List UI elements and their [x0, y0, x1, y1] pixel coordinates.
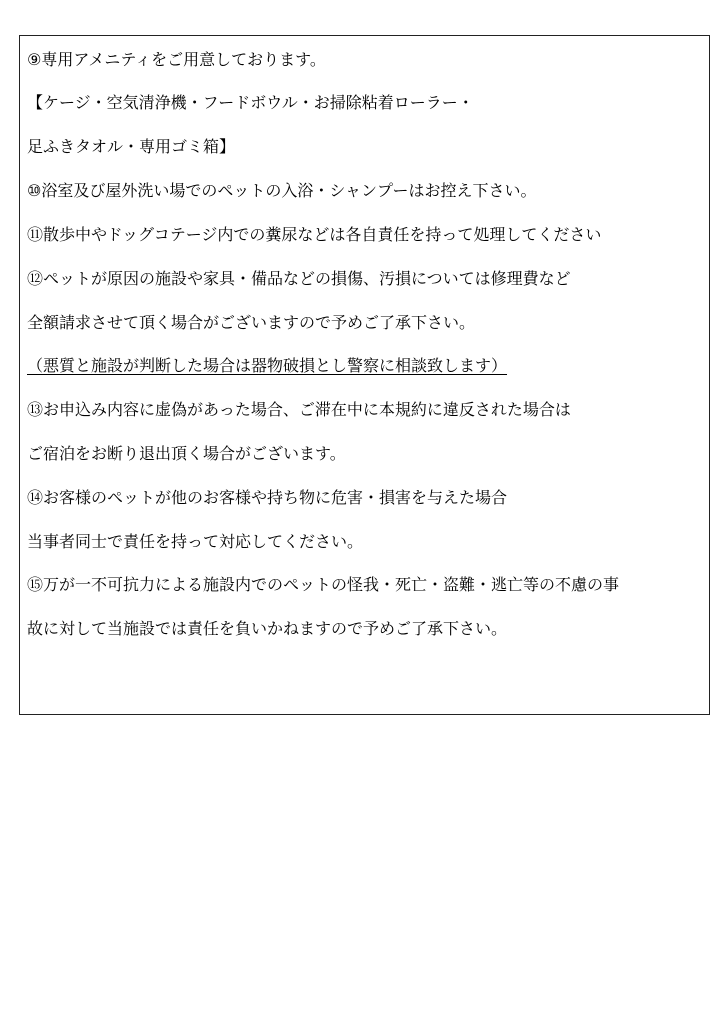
rule-9-amenities: ⑨専用アメニティをご用意しております。 — [27, 50, 326, 69]
amenity-list-line-1: 【ケージ・空気清浄機・フードボウル・お掃除粘着ローラー・ — [27, 93, 474, 112]
rule-12-damage-cont: 全額請求させて頂く場合がございますので予めご了承下さい。 — [27, 313, 476, 332]
rule-14-harm: ⑭お客様のペットが他のお客様や持ち物に危害・損害を与えた場合 — [27, 488, 508, 507]
rule-15-accident-cont: 故に対して当施設では責任を負いかねますので予めご了承下さい。 — [27, 619, 508, 638]
rule-14-harm-cont: 当事者同士で責任を持って対応してください。 — [27, 532, 364, 551]
rules-box — [19, 35, 710, 715]
rule-12-damage: ⑫ペットが原因の施設や家具・備品などの損傷、汚損については修理費など — [27, 269, 571, 288]
rule-11-waste: ⑪散歩中やドッグコテージ内での糞尿などは各自責任を持って処理してください — [27, 225, 602, 244]
rule-13-false-info-cont: ご宿泊をお断り退出頂く場合がございます。 — [27, 444, 346, 463]
amenity-list-line-2: 足ふきタオル・専用ゴミ箱】 — [27, 137, 236, 156]
rule-15-accident: ⑮万が一不可抗力による施設内でのペットの怪我・死亡・盗難・逃亡等の不慮の事 — [27, 575, 620, 594]
rule-13-false-info: ⑬お申込み内容に虚偽があった場合、ご滞在中に本規約に違反された場合は — [27, 400, 571, 419]
rule-10-bathing: ⑩浴室及び屋外洗い場でのペットの入浴・シャンプーはお控え下さい。 — [27, 181, 537, 200]
rule-12-police-note: （悪質と施設が判断した場合は器物破損とし警察に相談致します） — [27, 356, 508, 375]
